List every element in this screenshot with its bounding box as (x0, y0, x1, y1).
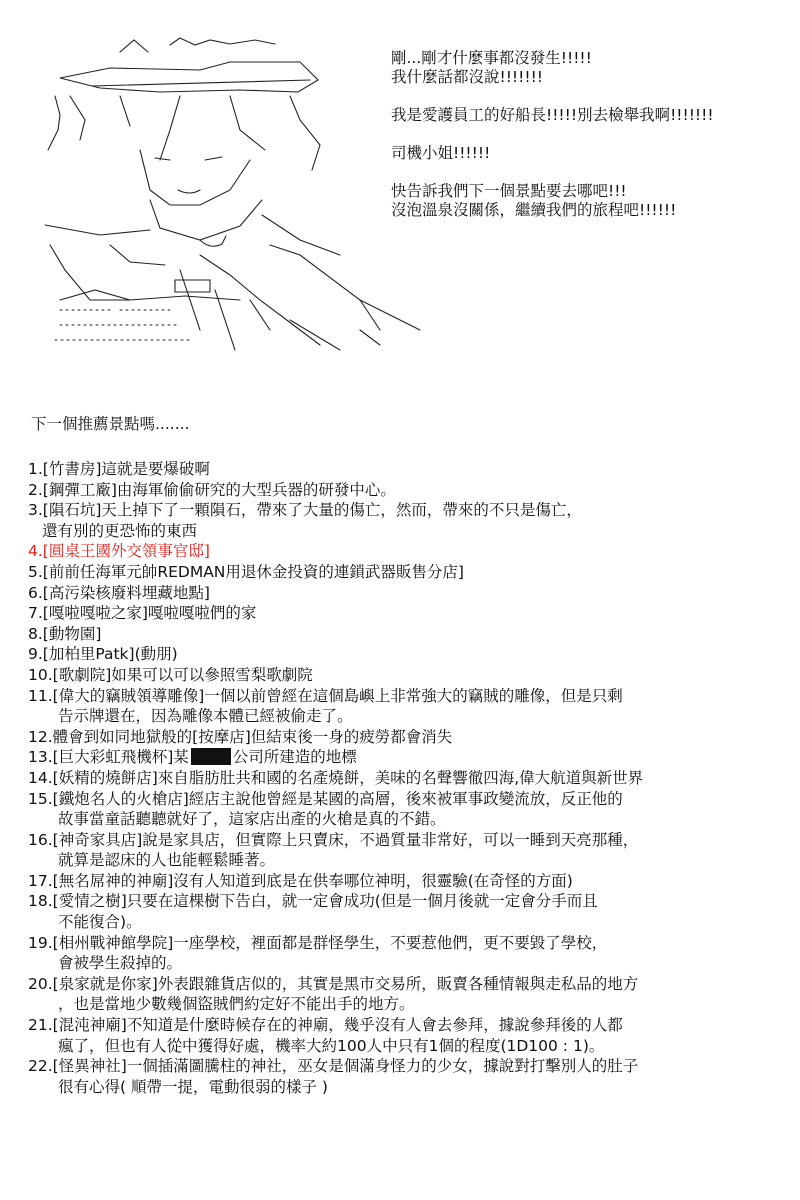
list-item (28, 768, 798, 789)
dialog-gap (391, 125, 791, 144)
dialog-line: 沒泡溫泉沒關係，繼續我們的旅程吧!!!!!! (391, 201, 677, 219)
ascii-art-illustration (0, 0, 430, 380)
list-item-line: 15.[鐵炮名人的火槍店]經店主說他曾經是某國的高層，後來被軍事政變流放，反正他的 (28, 789, 623, 808)
list-item (28, 644, 798, 665)
list-item-line: 7.[嘎啦嘎啦之家]嘎啦嘎啦們的家 (28, 604, 257, 623)
shoulders (45, 215, 340, 255)
list-item (28, 665, 798, 686)
list-item (28, 1015, 798, 1056)
list-item-line: 故事當童話聽聽就好了，這家店出產的火槍是真的不錯。 (58, 810, 446, 829)
list-item (28, 974, 798, 1015)
list-item (28, 562, 798, 583)
list-item (28, 789, 798, 830)
list-item-line: 11.[偉大的竊賊領導雕像]一個以前曾經在這個島嶼上非常強大的竊賊的雕像，但是只剩 (28, 686, 623, 705)
hat-brim (60, 62, 318, 92)
list-item (28, 686, 798, 727)
list-item-line: 不能復合)。 (58, 913, 142, 932)
list-item (28, 727, 798, 748)
hat-band (92, 80, 310, 86)
mouth (178, 190, 200, 193)
ground-dots (55, 310, 190, 340)
hair-outline (48, 96, 320, 170)
hat-top (120, 38, 275, 52)
list-item (28, 1056, 798, 1097)
list-item-line: 22.[怪異神社]一個插滿圖騰柱的神社，巫女是個滿身怪力的少女，據說對打擊別人的肚子 (28, 1057, 639, 1076)
list-item-line: 9.[加柏里Patk](動朋) (28, 645, 178, 664)
dialog-gap (391, 163, 791, 182)
dialog-line: 司機小姐!!!!!! (391, 144, 491, 162)
list-item-text: 13.[巨大彩虹飛機杯]某 (28, 748, 189, 767)
list-item-line (28, 747, 798, 768)
dialog-gap (391, 87, 791, 106)
list-item-line: 10.[歌劇院]如果可以可以參照雪梨歌劇院 (28, 665, 313, 684)
list-item (28, 603, 798, 624)
list-item-line: 16.[神奇家具店]說是家具店，但實際上只賣床，不過質量非常好，可以一睡到天亮那種， (28, 830, 639, 849)
list-item-line: 18.[愛情之樹]只要在這棵樹下告白，就一定會成功(但是一個月後就一定會分手而且 (28, 892, 598, 911)
list-item-line: ，也是當地少數幾個盜賊們約定好不能出手的地方。 (58, 995, 415, 1014)
list-item-line: 4.[圓桌王國外交領事官邸] (28, 542, 210, 561)
list-item-line: 3.[隕石坑]天上掉下了一顆隕石，帶來了大量的傷亡，然而，帶來的不只是傷亡， (28, 501, 582, 520)
list-item-line: 瘋了，但也有人從中獲得好處，機率大約100人中只有1個的程度(1D100 : 1)。 (58, 1036, 605, 1055)
eyes (155, 157, 222, 160)
list-item (28, 541, 798, 562)
list-item-line: 很有心得( 順帶一提，電動很弱的樣子 ) (58, 1077, 328, 1096)
coat-hem (60, 290, 420, 350)
dialog-line: 快告訴我們下一個景點要去哪吧!!! (391, 182, 627, 200)
list-item-line: 19.[相州戰神館學院]一座學校，裡面都是群怪學生，不要惹他們，更不要毀了學校， (28, 933, 608, 952)
list-item-line: 21.[混沌神廟]不知道是什麼時候存在的神廟，幾乎沒有人會去參拜，據說參拜後的人都 (28, 1016, 623, 1035)
list-item (28, 891, 798, 932)
list-item-line: 6.[高污染核廢料埋藏地點] (28, 583, 210, 602)
list-item (28, 830, 798, 871)
list-item (28, 871, 798, 892)
list-item (28, 583, 798, 604)
dialog-line: 我什麼話都沒說!!!!!!! (391, 68, 543, 86)
list-item-line: 17.[無名屌神的神廟]沒有人知道到底是在供奉哪位神明，很靈驗(在奇怪的方面) (28, 871, 573, 890)
list-item-line: 8.[動物園] (28, 624, 102, 643)
belt (175, 280, 210, 292)
list-item-line: 12.體會到如同地獄般的[按摩店]但結束後一身的疲勞都會消失 (28, 727, 453, 746)
redaction-bar (191, 748, 231, 765)
dialog-line: 剛...剛才什麼事都沒發生!!!!! (391, 49, 592, 67)
dialog-line: 我是愛護員工的好船長!!!!!別去檢舉我啊!!!!!!! (391, 106, 714, 124)
list-item (28, 933, 798, 974)
speech-text (391, 49, 791, 220)
list-item-line: 就算是認床的人也能輕鬆睡著。 (58, 851, 276, 870)
destination-list (28, 459, 798, 1097)
coat-lines (110, 245, 380, 330)
list-item-line: 14.[妖精的燒餅店]來自脂肪肚共和國的名產燒餅，美味的名聲響徹四海,偉大航道與新世界 (28, 768, 644, 787)
list-item-line: 20.[泉家就是你家]外表跟雜貨店似的，其實是黑市交易所，販賣各種情報與走私品的地方 (28, 974, 639, 993)
list-item-line: 會被學生殺掉的。 (58, 954, 183, 973)
list-item-text: 公司所建造的地標 (232, 748, 357, 767)
list-item (28, 624, 798, 645)
list-item (28, 747, 798, 768)
list-item-line: 2.[鋼彈工廠]由海軍偷偷研究的大型兵器的研發中心。 (28, 480, 396, 499)
list-item (28, 500, 798, 541)
list-item (28, 480, 798, 501)
intro-line: 下一個推薦景點嗎....... (31, 415, 190, 433)
list-item-line: 5.[前前任海軍元帥REDMAN用退休金投資的連鎖武器販售分店] (28, 562, 464, 581)
list-item (28, 459, 798, 480)
neck-collar (150, 200, 262, 240)
list-item-line: 1.[竹書房]這就是要爆破啊 (28, 460, 210, 478)
hand (200, 236, 226, 246)
list-item-line: 還有別的更恐怖的東西 (42, 521, 198, 540)
list-item-line: 告示牌還在，因為雕像本體已經被偷走了。 (58, 707, 353, 726)
